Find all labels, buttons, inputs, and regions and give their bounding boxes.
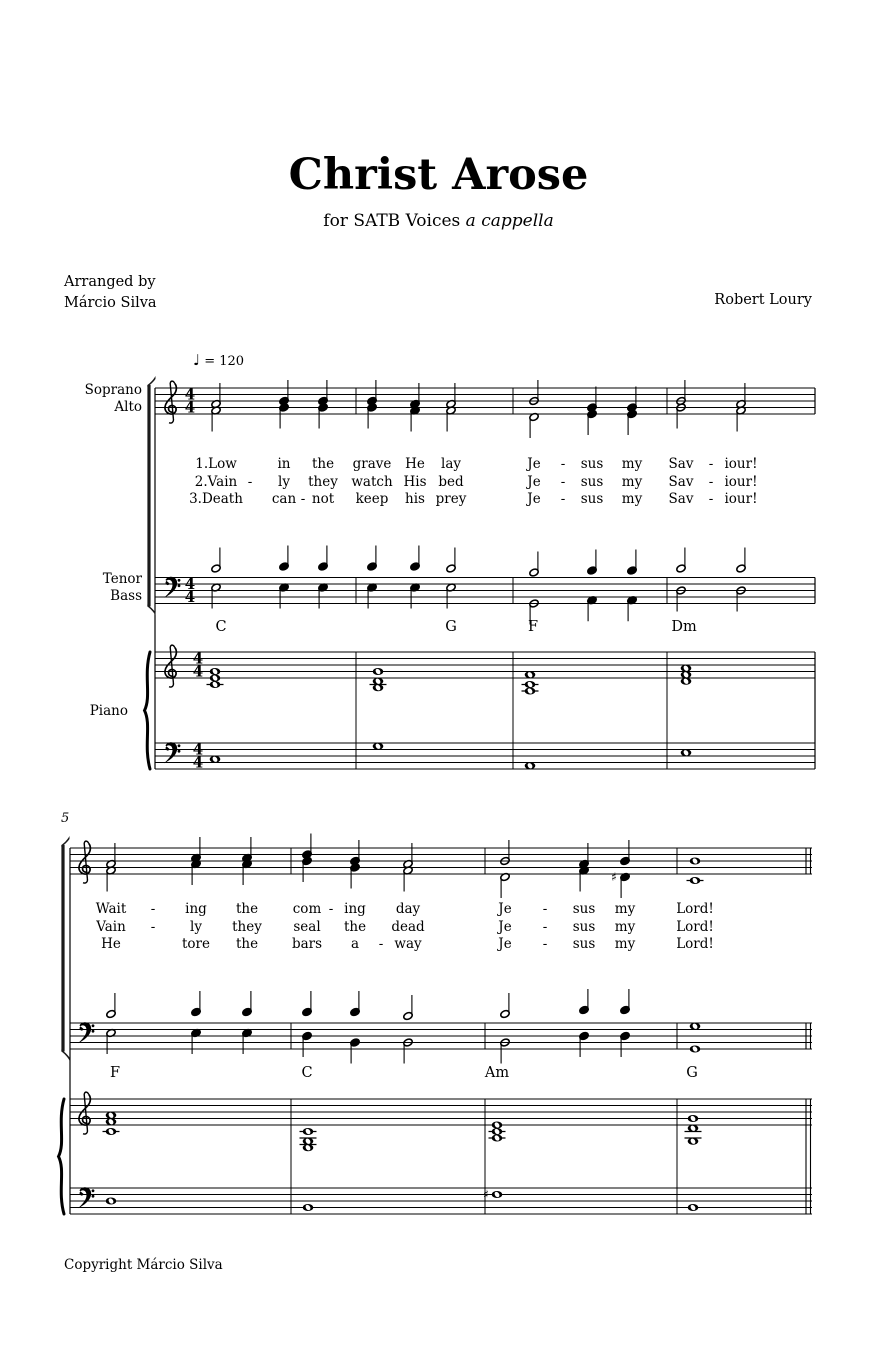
system: [145, 376, 816, 772]
lyric-syllable: His: [403, 473, 427, 490]
lyric-syllable: -: [150, 918, 156, 935]
staff-label-alto: Alto: [114, 399, 142, 415]
chord-symbol: Am: [484, 1065, 510, 1081]
staff-label-soprano: Soprano: [84, 382, 142, 398]
lyric-syllable: Sav: [668, 491, 694, 507]
lyric-syllable: Lord!: [676, 918, 714, 935]
lyric-syllable: -: [560, 473, 566, 490]
time-signature: 4: [184, 385, 196, 404]
lyric-syllable: a: [350, 936, 360, 952]
piece-subtitle: [0, 211, 877, 231]
composer-name: Robert Loury: [714, 292, 812, 308]
piece-title: Christ Arose: [288, 150, 589, 200]
lyric-syllable: iour!: [724, 456, 758, 472]
lyric-syllable: tore: [182, 936, 210, 952]
lyric-syllable: -: [247, 473, 253, 490]
lyric-syllable: -: [378, 936, 384, 952]
lyric-syllable: -: [542, 936, 548, 952]
lyric-syllable: -: [542, 901, 548, 917]
lyric-syllable: not: [311, 491, 335, 507]
bass-clef-icon: [78, 1187, 91, 1208]
staff: [155, 741, 815, 772]
chord-symbol: F: [109, 1065, 121, 1081]
lyric-syllable: watch: [351, 473, 393, 490]
time-signature: 4: [184, 398, 196, 417]
lyric-syllable: Je: [498, 918, 512, 935]
lyric-syllable: sus: [580, 456, 604, 472]
copyright-notice: Copyright Márcio Silva: [64, 1257, 223, 1273]
lyric-syllable: bed: [438, 473, 464, 490]
lyric-syllable: the: [311, 456, 335, 472]
arranged-by-label: Arranged by: [64, 274, 156, 290]
bass-clef-icon: [78, 1022, 91, 1043]
lyric-syllable: He: [101, 936, 121, 952]
lyric-syllable: He: [405, 456, 425, 472]
lyric-syllable: day: [395, 901, 421, 917]
staff-label-piano: Piano: [89, 703, 128, 719]
lyric-syllable: 2.Vain: [194, 473, 238, 490]
tempo-value: = 120: [200, 354, 245, 369]
lyric-syllable: ing: [185, 901, 207, 917]
lyric-syllable: sus: [580, 473, 604, 490]
lyric-syllable: sus: [572, 918, 596, 935]
lyric-syllable: -: [150, 901, 156, 917]
subtitle-text: for SATB Voices: [323, 211, 466, 231]
piano-brace: [145, 652, 151, 769]
time-signature: 4: [184, 575, 196, 593]
time-signature: 4: [184, 588, 196, 606]
lyric-syllable: my: [614, 936, 636, 952]
lyric-syllable: the: [235, 936, 259, 952]
lyric-syllable: lay: [441, 456, 461, 472]
sharp-icon: ♯: [611, 870, 617, 885]
lyric-syllable: Wait: [95, 901, 127, 917]
lyric-syllable: com: [292, 901, 322, 917]
lyric-syllable: the: [343, 918, 367, 935]
tempo-marking: [193, 351, 244, 369]
staff: [70, 1092, 812, 1151]
lyric-syllable: sus: [572, 936, 596, 952]
lyric-syllable: the: [235, 901, 259, 917]
lyric-syllable: -: [328, 901, 334, 917]
choir-bracket: [147, 385, 150, 607]
measure-number: 5: [61, 811, 70, 826]
staff: [70, 1187, 812, 1214]
lyric-syllable: 1.Low: [195, 456, 237, 472]
lyric-syllable: -: [708, 473, 714, 490]
time-signature: 4: [192, 740, 204, 759]
lyric-syllable: my: [621, 456, 643, 472]
lyric-syllable: prey: [435, 491, 467, 507]
lyric-syllable: way: [394, 936, 422, 952]
staff: [70, 834, 812, 899]
lyric-syllable: sus: [572, 901, 596, 917]
lyric-syllable: my: [614, 901, 636, 917]
lyric-syllable: my: [614, 918, 636, 935]
lyric-syllable: ing: [344, 901, 366, 917]
sharp-icon: ♯: [483, 1187, 489, 1202]
staff: [155, 645, 815, 694]
time-signature: 4: [192, 662, 204, 681]
staff: [155, 380, 815, 438]
quarter-note-icon: ♩: [193, 351, 201, 369]
lyric-syllable: seal: [293, 918, 321, 935]
lyric-syllable: Vain: [96, 918, 126, 935]
chord-symbol: G: [686, 1065, 698, 1081]
lyric-syllable: ly: [190, 918, 202, 935]
lyric-syllable: my: [621, 473, 643, 490]
lyric-syllable: -: [300, 491, 306, 507]
chord-symbol: C: [301, 1065, 313, 1081]
lyric-syllable: Je: [527, 491, 541, 507]
lyric-syllable: my: [621, 491, 643, 507]
lyric-syllable: Je: [527, 473, 541, 490]
bass-clef-icon: [164, 577, 177, 598]
subtitle-italic-text: a cappella: [465, 211, 554, 231]
lyric-syllable: his: [405, 491, 425, 507]
arranger-name: Márcio Silva: [64, 295, 157, 311]
staff: [70, 989, 812, 1064]
time-signature: 4: [192, 649, 204, 668]
lyric-syllable: -: [708, 456, 714, 472]
lyric-syllable: sus: [580, 491, 604, 507]
lyric-syllable: can: [271, 491, 297, 507]
lyric-syllable: -: [708, 491, 714, 507]
lyric-syllable: keep: [355, 491, 389, 507]
lyric-syllable: Lord!: [676, 936, 714, 952]
staff: [155, 546, 815, 625]
system: [59, 834, 813, 1215]
staff-label-bass: Bass: [110, 588, 142, 604]
lyric-syllable: ly: [278, 473, 290, 490]
staff-label-tenor: Tenor: [102, 571, 142, 587]
lyric-syllable: Lord!: [676, 901, 714, 917]
lyric-syllable: iour!: [724, 473, 758, 490]
lyric-syllable: bars: [291, 936, 323, 952]
choir-bracket: [61, 845, 64, 1052]
lyric-syllable: grave: [352, 456, 392, 472]
lyric-syllable: -: [542, 918, 548, 935]
lyric-syllable: Je: [527, 456, 541, 472]
lyric-syllable: 3.Death: [189, 491, 243, 507]
chord-symbol: G: [445, 619, 457, 635]
lyric-syllable: -: [560, 456, 566, 472]
chord-symbol: C: [215, 619, 227, 635]
time-signature: 4: [192, 753, 204, 772]
lyric-syllable: in: [277, 456, 291, 472]
lyric-syllable: dead: [391, 918, 425, 935]
lyric-syllable: Je: [498, 901, 512, 917]
bass-clef-icon: [164, 742, 177, 763]
lyric-syllable: they: [308, 473, 338, 490]
lyric-syllable: Sav: [668, 473, 694, 490]
arranger-credit: [64, 272, 157, 314]
lyric-syllable: they: [232, 918, 262, 935]
lyric-syllable: -: [560, 491, 566, 507]
lyric-syllable: iour!: [724, 491, 758, 507]
lyric-syllable: Sav: [668, 456, 694, 472]
chord-symbol: F: [527, 619, 539, 635]
piano-brace: [59, 1099, 65, 1214]
chord-symbol: Dm: [671, 619, 697, 635]
lyric-syllable: Je: [498, 936, 512, 952]
